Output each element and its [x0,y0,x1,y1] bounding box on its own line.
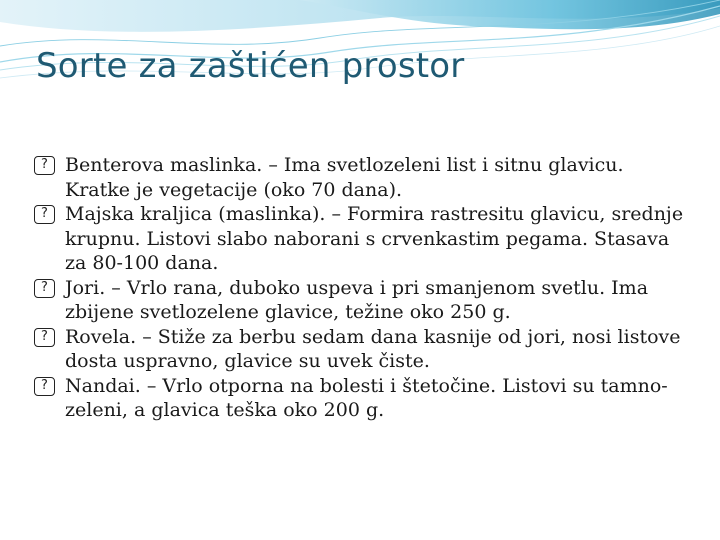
bullet-item [34,202,684,276]
bullet-item [34,153,684,202]
bullet-text: Nandai. – Vrlo otporna na bolesti i štetočine. Listovi su tamno-zeleni, a glavica teška oko 200 g. [65,374,668,421]
bullet-text: Benterova maslinka. – Ima svetlozeleni list i sitnu glavicu. Kratke je vegetacije (oko 70 dana). [65,154,624,201]
bullet-text: Majska kraljica (maslinka). – Formira rastresitu glavicu, srednje krupnu. Listovi slabo naborani s crvenkastim pegama. Stasava za 80-100 dana. [65,203,684,274]
bullet-icon: ? [34,156,55,175]
bullet-icon: ? [34,279,55,298]
bullet-icon: ? [34,377,55,396]
bullet-text: Jori. – Vrlo rana, duboko uspeva i pri smanjenom svetlu. Ima zbijene svetlozelene glavice, težine oko 250 g. [65,276,649,323]
bullet-item [34,276,684,325]
bullet-icon: ? [34,328,55,347]
slide-title: Sorte za zaštićen prostor [36,46,465,86]
bullet-item [34,325,684,374]
bullet-text: Rovela. – Stiže za berbu sedam dana kasnije od jori, nosi listove dosta uspravno, glavice su uvek čiste. [65,325,681,372]
bullet-list [34,153,684,423]
bullet-item [34,374,684,423]
bullet-icon: ? [34,205,55,224]
